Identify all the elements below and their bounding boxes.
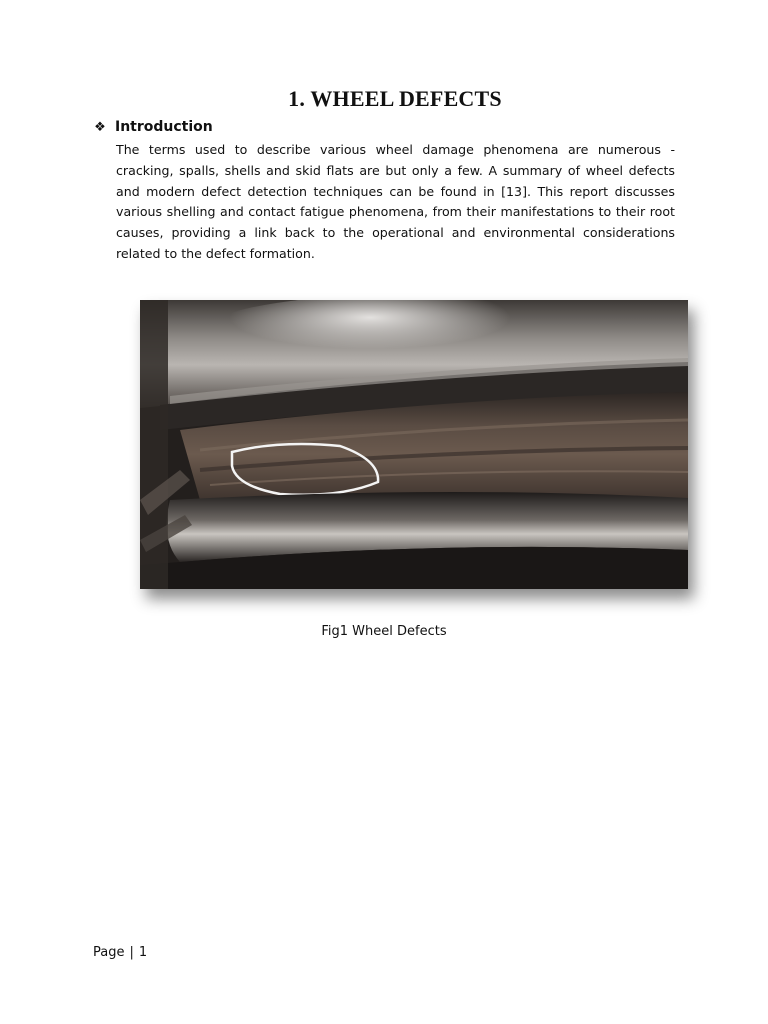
page-title: 1. WHEEL DEFECTS — [288, 86, 502, 111]
section-heading-label: Introduction — [115, 119, 213, 135]
figure-caption: Fig1 Wheel Defects — [321, 624, 447, 639]
wheel-defect-photo — [140, 300, 688, 589]
page-footer — [93, 945, 147, 960]
page-label: Page — [93, 945, 125, 960]
page-number: 1 — [138, 945, 148, 960]
wheel-defect-illustration — [140, 300, 688, 589]
intro-paragraph: The terms used to describe various wheel damage phenomena are numerous - cracking, spalls, shells and skid flats are but only a few. A summary of wheel defects and modern defect detection techniques can be found in [13]. This report discusses various shelling and contact fatigue phenomena, from their manifestations to their root causes, providing a link back to the operational and environmental considerations related to the defect formation. — [116, 142, 675, 261]
section-heading — [93, 119, 213, 135]
diamond-cluster-icon: ❖ — [94, 119, 106, 135]
footer-separator: | — [129, 945, 134, 960]
